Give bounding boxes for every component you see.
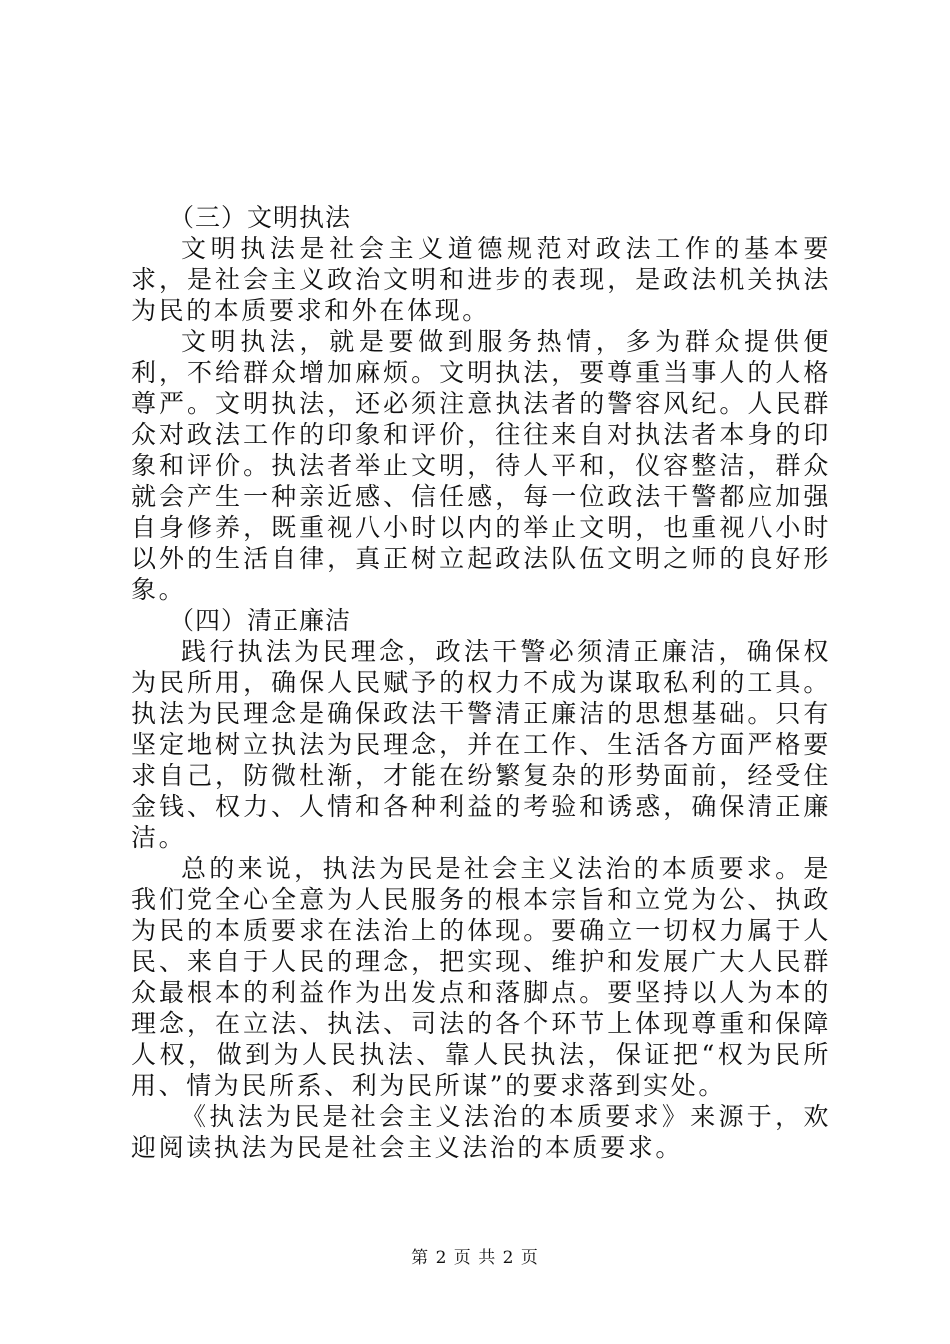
paragraph: 践行执法为民理念，政法干警必须清正廉洁，确保权为民所用，确保人民赋予的权力不成为谋取私利的工具。执法为民理念是确保政法干警清正廉洁的思想基础。只有坚定地树立执法为民理念，并在工作、生活各方面严格要求自己，防微杜渐，才能在纷繁复杂的形势面前，经受住金钱、权力、人情和各种利益的考验和诱惑，确保清正廉洁。 — [131, 637, 831, 852]
paragraph: 总的来说，执法为民是社会主义法治的本质要求。是我们党全心全意为人民服务的根本宗旨和立党为公、执政为民的本质要求在法治上的体现。要确立一切权力属于人民、来自于人民的理念，把实现、维护和发展广大人民群众最根本的利益作为出发点和落脚点。要坚持以人为本的理念，在立法、执法、司法的各个环节上体现尊重和保障人权，做到为人民执法、靠人民执法，保证把“权为民所用、情为民所系、利为民所谋”的要求落到实处。 — [131, 854, 831, 1100]
page-number-footer: 第 2 页 共 2 页 — [411, 1248, 539, 1268]
paragraph: 《执法为民是社会主义法治的本质要求》来源于，欢迎阅读执法为民是社会主义法治的本质要求。 — [131, 1102, 831, 1162]
paragraph: 文明执法，就是要做到服务热情，多为群众提供便利，不给群众增加麻烦。文明执法，要尊重当事人的人格尊严。文明执法，还必须注意执法者的警容风纪。人民群众对政法工作的印象和评价，往往来自对执法者本身的印象和评价。执法者举止文明，待人平和，仪容整洁，群众就会产生一种亲近感、信任感，每一位政法干警都应加强自身修养，既重视八小时以内的举止文明，也重视八小时以外的生活自律，真正树立起政法队伍文明之师的良好形象。 — [131, 327, 831, 604]
section-heading-3: （三）文明执法 — [169, 203, 352, 232]
paragraph: 文明执法是社会主义道德规范对政法工作的基本要求，是社会主义政治文明和进步的表现，是政法机关执法为民的本质要求和外在体现。 — [131, 234, 831, 325]
document-body — [131, 202, 831, 1163]
section-heading-4: （四）清正廉洁 — [169, 606, 352, 635]
